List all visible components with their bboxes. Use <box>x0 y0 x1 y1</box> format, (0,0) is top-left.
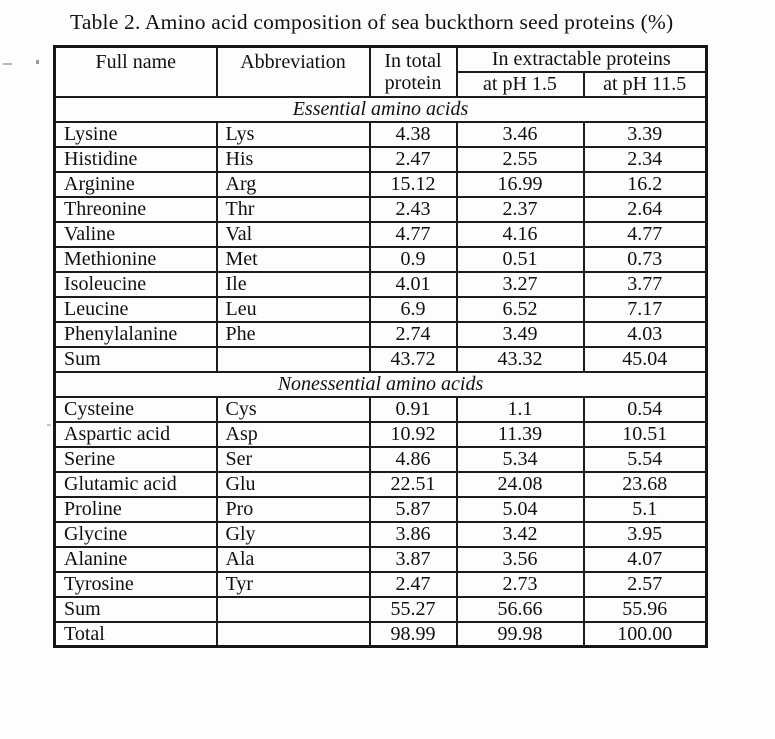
scan-artifact <box>3 63 12 65</box>
cell-ph-11-5: 3.95 <box>584 522 707 547</box>
cell-total: 2.47 <box>370 572 457 597</box>
cell-abbreviation: Lys <box>217 122 370 147</box>
cell-ph-11-5: 5.1 <box>584 497 707 522</box>
cell-abbreviation: Ala <box>217 547 370 572</box>
cell-ph-1-5: 2.73 <box>457 572 584 597</box>
cell-ph-1-5: 2.55 <box>457 147 584 172</box>
table-row <box>55 472 707 497</box>
cell-ph-11-5: 7.17 <box>584 297 707 322</box>
cell-ph-1-5: 56.66 <box>457 597 584 622</box>
cell-full-name: Aspartic acid <box>55 422 217 447</box>
cell-total: 4.86 <box>370 447 457 472</box>
cell-abbreviation: Phe <box>217 322 370 347</box>
cell-total: 2.74 <box>370 322 457 347</box>
cell-ph-1-5: 5.34 <box>457 447 584 472</box>
cell-full-name: Serine <box>55 447 217 472</box>
cell-ph-11-5: 2.57 <box>584 572 707 597</box>
col-header-at-ph-11-5: at pH 11.5 <box>584 72 707 97</box>
cell-full-name: Isoleucine <box>55 272 217 297</box>
cell-ph-11-5: 16.2 <box>584 172 707 197</box>
table-row <box>55 147 707 172</box>
cell-total: 43.72 <box>370 347 457 372</box>
cell-full-name: Histidine <box>55 147 217 172</box>
cell-full-name: Alanine <box>55 547 217 572</box>
cell-ph-11-5: 4.07 <box>584 547 707 572</box>
table-row <box>55 222 707 247</box>
sum-row <box>55 347 707 372</box>
cell-ph-1-5: 3.49 <box>457 322 584 347</box>
cell-abbreviation: Gly <box>217 522 370 547</box>
table-row <box>55 497 707 522</box>
cell-full-name: Arginine <box>55 172 217 197</box>
cell-ph-1-5: 99.98 <box>457 622 584 647</box>
scan-artifact <box>47 424 51 426</box>
cell-ph-1-5: 3.42 <box>457 522 584 547</box>
cell-ph-1-5: 2.37 <box>457 197 584 222</box>
cell-ph-1-5: 6.52 <box>457 297 584 322</box>
cell-ph-1-5: 16.99 <box>457 172 584 197</box>
cell-abbreviation: Tyr <box>217 572 370 597</box>
cell-ph-1-5: 5.04 <box>457 497 584 522</box>
cell-ph-11-5: 5.54 <box>584 447 707 472</box>
cell-ph-11-5: 3.77 <box>584 272 707 297</box>
table-row <box>55 397 707 422</box>
cell-abbreviation <box>217 347 370 372</box>
table-row <box>55 522 707 547</box>
cell-abbreviation: Pro <box>217 497 370 522</box>
cell-abbreviation: Asp <box>217 422 370 447</box>
table-row <box>55 172 707 197</box>
cell-ph-1-5: 4.16 <box>457 222 584 247</box>
cell-full-name: Cysteine <box>55 397 217 422</box>
cell-full-name: Proline <box>55 497 217 522</box>
cell-abbreviation: Thr <box>217 197 370 222</box>
cell-total: 0.91 <box>370 397 457 422</box>
cell-abbreviation: His <box>217 147 370 172</box>
cell-ph-11-5: 3.39 <box>584 122 707 147</box>
section-row-nonessential <box>55 372 707 397</box>
cell-total: 98.99 <box>370 622 457 647</box>
cell-total: 6.9 <box>370 297 457 322</box>
cell-ph-11-5: 0.73 <box>584 247 707 272</box>
total-row <box>55 622 707 647</box>
cell-total: 0.9 <box>370 247 457 272</box>
cell-ph-11-5: 0.54 <box>584 397 707 422</box>
cell-ph-11-5: 55.96 <box>584 597 707 622</box>
cell-ph-11-5: 4.03 <box>584 322 707 347</box>
cell-ph-11-5: 2.34 <box>584 147 707 172</box>
cell-abbreviation: Ile <box>217 272 370 297</box>
col-header-full-name: Full name <box>55 47 217 97</box>
table-row <box>55 572 707 597</box>
cell-abbreviation: Arg <box>217 172 370 197</box>
cell-ph-1-5: 3.56 <box>457 547 584 572</box>
table-row <box>55 447 707 472</box>
cell-total: 3.87 <box>370 547 457 572</box>
cell-total: 4.01 <box>370 272 457 297</box>
header-row-1 <box>55 47 707 72</box>
cell-full-name: Methionine <box>55 247 217 272</box>
cell-total: 5.87 <box>370 497 457 522</box>
col-header-at-ph-1-5: at pH 1.5 <box>457 72 584 97</box>
cell-full-name: Sum <box>55 597 217 622</box>
cell-abbreviation: Glu <box>217 472 370 497</box>
cell-ph-1-5: 24.08 <box>457 472 584 497</box>
cell-ph-11-5: 45.04 <box>584 347 707 372</box>
table-row <box>55 272 707 297</box>
cell-ph-1-5: 0.51 <box>457 247 584 272</box>
cell-abbreviation <box>217 597 370 622</box>
cell-full-name: Lysine <box>55 122 217 147</box>
table-row <box>55 247 707 272</box>
section-row-essential <box>55 97 707 122</box>
section-label-nonessential: Nonessential amino acids <box>55 372 707 397</box>
cell-abbreviation: Met <box>217 247 370 272</box>
cell-ph-1-5: 3.46 <box>457 122 584 147</box>
cell-total: 2.47 <box>370 147 457 172</box>
cell-ph-1-5: 11.39 <box>457 422 584 447</box>
table-row <box>55 422 707 447</box>
cell-full-name: Sum <box>55 347 217 372</box>
sum-row <box>55 597 707 622</box>
scan-artifact <box>36 60 39 64</box>
cell-full-name: Total <box>55 622 217 647</box>
cell-ph-1-5: 43.32 <box>457 347 584 372</box>
cell-full-name: Leucine <box>55 297 217 322</box>
cell-abbreviation: Val <box>217 222 370 247</box>
cell-full-name: Glycine <box>55 522 217 547</box>
cell-full-name: Valine <box>55 222 217 247</box>
table-row <box>55 197 707 222</box>
cell-full-name: Tyrosine <box>55 572 217 597</box>
cell-full-name: Phenylalanine <box>55 322 217 347</box>
section-label-essential: Essential amino acids <box>55 97 707 122</box>
cell-abbreviation: Leu <box>217 297 370 322</box>
cell-ph-11-5: 2.64 <box>584 197 707 222</box>
cell-ph-11-5: 100.00 <box>584 622 707 647</box>
cell-ph-1-5: 1.1 <box>457 397 584 422</box>
cell-total: 22.51 <box>370 472 457 497</box>
table-caption: Table 2. Amino acid composition of sea buckthorn seed proteins (%) <box>70 10 674 34</box>
cell-ph-11-5: 10.51 <box>584 422 707 447</box>
table-row <box>55 547 707 572</box>
col-header-in-total-protein: In total protein <box>370 47 457 97</box>
table-row <box>55 297 707 322</box>
cell-total: 3.86 <box>370 522 457 547</box>
cell-abbreviation: Ser <box>217 447 370 472</box>
cell-total: 55.27 <box>370 597 457 622</box>
cell-total: 4.38 <box>370 122 457 147</box>
cell-ph-1-5: 3.27 <box>457 272 584 297</box>
cell-total: 10.92 <box>370 422 457 447</box>
cell-ph-11-5: 4.77 <box>584 222 707 247</box>
cell-total: 15.12 <box>370 172 457 197</box>
cell-total: 2.43 <box>370 197 457 222</box>
table-row <box>55 322 707 347</box>
amino-acid-table <box>53 45 708 648</box>
col-header-abbreviation: Abbreviation <box>217 47 370 97</box>
cell-total: 4.77 <box>370 222 457 247</box>
table-row <box>55 122 707 147</box>
cell-abbreviation: Cys <box>217 397 370 422</box>
cell-abbreviation <box>217 622 370 647</box>
cell-full-name: Glutamic acid <box>55 472 217 497</box>
cell-full-name: Threonine <box>55 197 217 222</box>
cell-ph-11-5: 23.68 <box>584 472 707 497</box>
col-header-in-extractable-proteins: In extractable proteins <box>457 47 707 72</box>
